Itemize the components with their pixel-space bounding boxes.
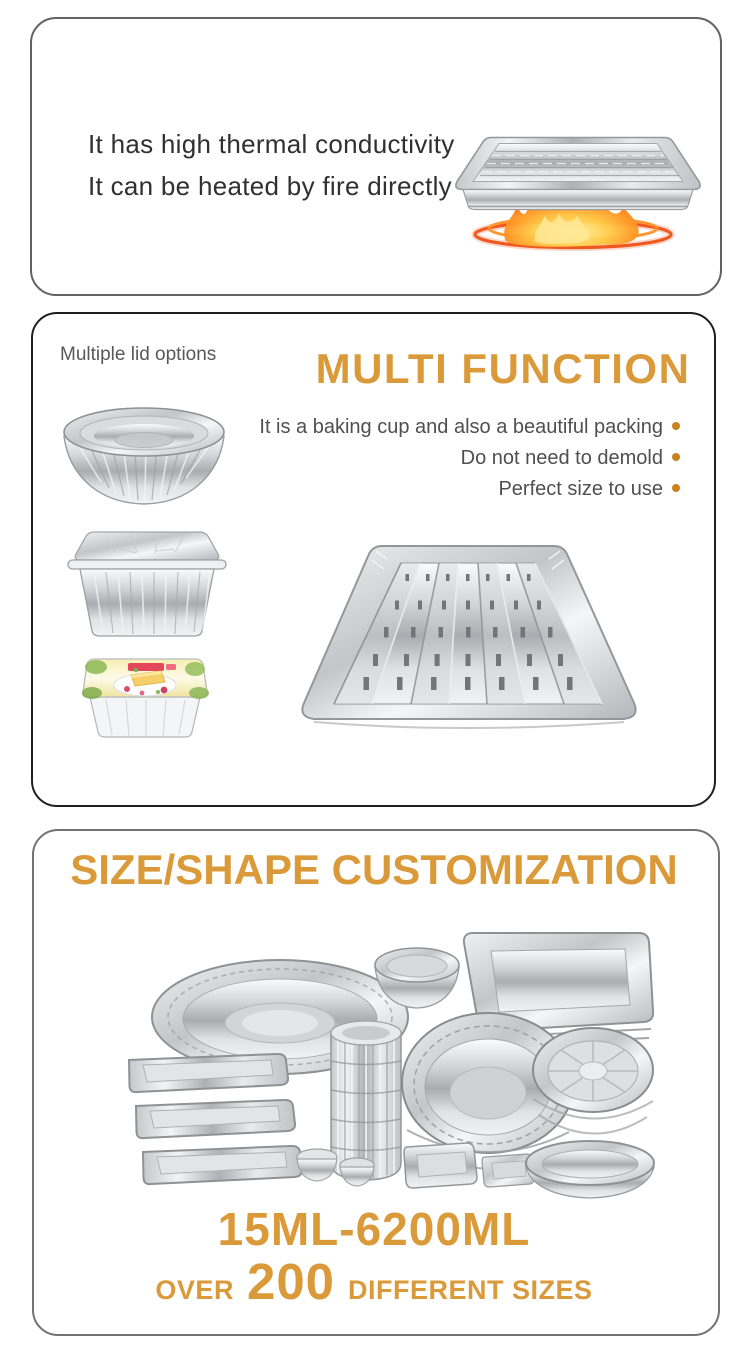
multi-function-title: MULTI FUNCTION — [315, 345, 691, 392]
sizes-suffix-text: DIFFERENT SIZES — [348, 1275, 593, 1305]
multi-function-bullets — [259, 412, 680, 505]
bullet-dot-icon — [672, 422, 680, 430]
foil-container-printed-lid-image — [80, 652, 210, 748]
foil-tray-over-fire-image — [443, 131, 713, 257]
bullet-row — [259, 412, 680, 443]
foil-container-clear-lid-image — [62, 527, 232, 648]
thermal-line-1: It has high thermal conductivity — [88, 129, 455, 159]
size-shape-title: SIZE/SHAPE CUSTOMIZATION — [70, 846, 678, 893]
lid-options-label: Multiple lid options — [60, 344, 217, 365]
bullet-row — [259, 443, 680, 474]
capacity-range-text: 15ML-6200ML — [217, 1203, 531, 1255]
large-foil-broiler-tray-image — [292, 538, 644, 750]
bullet-text: Do not need to demold — [460, 447, 663, 469]
round-foil-bowl-image — [55, 402, 233, 515]
bullet-text: It is a baking cup and also a beautiful packing — [259, 416, 663, 438]
thermal-line-2: It can be heated by fire directly — [88, 171, 452, 201]
sizes-prefix-text: OVER — [155, 1275, 234, 1305]
thermal-text-block — [88, 123, 455, 207]
assorted-foil-containers-image — [95, 905, 655, 1200]
bullet-dot-icon — [672, 453, 680, 461]
sizes-count-number: 200 — [246, 1253, 336, 1310]
sizes-count-line — [32, 1252, 716, 1311]
bullet-row — [259, 474, 680, 505]
bullet-dot-icon — [672, 484, 680, 492]
bullet-text: Perfect size to use — [498, 478, 663, 500]
